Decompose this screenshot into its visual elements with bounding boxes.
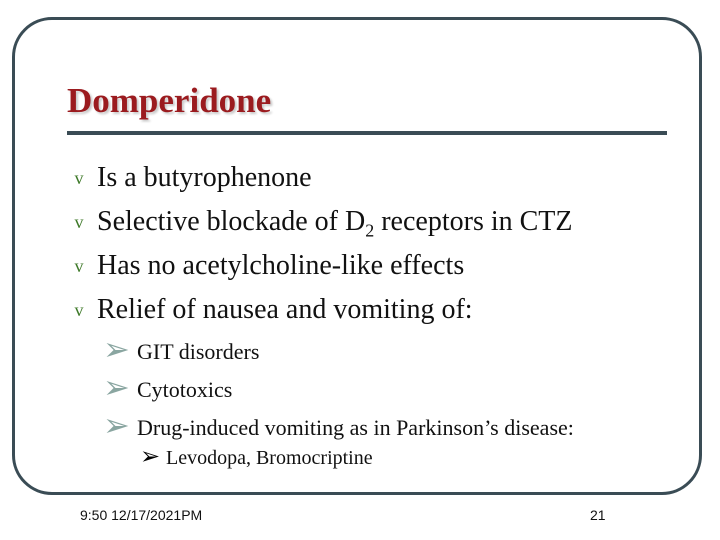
bullet-list	[67, 156, 573, 332]
sub-sub-bullet-item	[140, 443, 373, 473]
arrow-bullet-icon: ➢	[103, 368, 130, 406]
sub-bullet-item	[103, 368, 574, 409]
bullet-text-part: receptors in CTZ	[374, 206, 573, 237]
sub-bullet-text: Drug-induced vomiting as in Parkinson’s disease:	[137, 415, 574, 440]
bullet-text: Is a butyrophenone	[97, 162, 312, 193]
sub-bullet-text: GIT disorders	[137, 339, 260, 364]
slide-title: Domperidone	[67, 81, 272, 120]
arrow-bullet-icon: ➢	[140, 442, 161, 470]
bullet-text	[97, 206, 573, 241]
sub-bullet-text: Cytotoxics	[137, 377, 233, 402]
bullet-item	[67, 288, 573, 332]
footer-page-number: 21	[590, 507, 606, 523]
diamond-bullet-icon: v	[74, 168, 84, 188]
bullet-text-part: Selective blockade of D	[97, 206, 366, 237]
sub-bullet-list	[103, 330, 574, 447]
title-divider	[67, 131, 667, 135]
bullet-item	[67, 156, 573, 200]
diamond-bullet-icon: v	[74, 212, 84, 232]
sub-sub-bullet-text: Levodopa, Bromocriptine	[166, 447, 373, 469]
bullet-item	[67, 244, 573, 288]
subscript: 2	[365, 220, 375, 241]
arrow-bullet-icon: ➢	[103, 406, 130, 444]
bullet-item	[67, 200, 573, 244]
bullet-text: Relief of nausea and vomiting of:	[97, 294, 473, 325]
sub-bullet-item	[103, 330, 574, 371]
sub-bullet-item	[103, 406, 574, 447]
bullet-text: Has no acetylcholine-like effects	[97, 250, 465, 281]
diamond-bullet-icon: v	[74, 256, 84, 276]
arrow-bullet-icon: ➢	[103, 330, 130, 368]
diamond-bullet-icon: v	[74, 300, 84, 320]
footer-datetime: 9:50 12/17/2021PM	[80, 507, 203, 523]
